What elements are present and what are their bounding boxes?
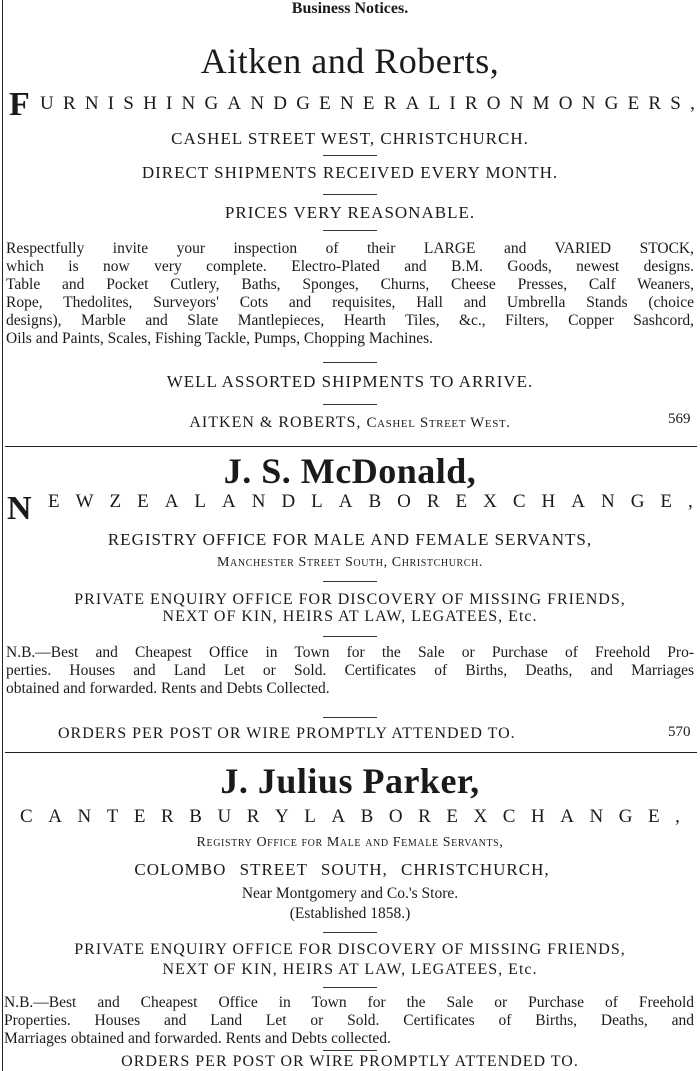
subtitle-letter: E [660, 491, 673, 512]
subtitle-letter: E [319, 93, 331, 114]
subtitle-letter: N [600, 491, 615, 512]
advert-orders: ORDERS PER POST OR WIRE PROMPTLY ATTENDED TO. [58, 725, 516, 742]
divider [323, 932, 377, 933]
advert-body [6, 240, 694, 348]
divider [323, 717, 377, 718]
subtitle-letter: N [581, 93, 596, 114]
subtitle-letter: T [106, 806, 119, 827]
subtitle-letter: , [688, 491, 693, 512]
advert-subtitle [40, 93, 695, 115]
advert-registry: REGISTRY OFFICE FOR MALE AND FEMALE SERVANTS, [107, 530, 593, 549]
subtitle-letter: L [194, 491, 207, 512]
advert-orders: ORDERS PER POST OR WIRE PROMPTLY ATTENDED TO. [121, 1053, 579, 1070]
subtitle-letter: S [123, 93, 134, 114]
advert-subtitle [48, 491, 693, 513]
subtitle-letter: O [486, 93, 501, 114]
body-line: N.B.—Best and Cheapest Office in Town for the Sale or Purchase of Freehold Pro- [6, 644, 694, 661]
divider [323, 155, 377, 156]
subtitle-letter: H [143, 93, 157, 114]
subtitle-letter: O [388, 806, 403, 827]
subtitle-letter: E [627, 93, 640, 114]
signature-name: AITKEN & ROBERTS, [189, 414, 362, 431]
body-line: obtained and forwarded. Rents and Debts Collected. [6, 680, 330, 697]
advert-number: 570 [668, 724, 691, 740]
subtitle-letter: R [426, 491, 440, 512]
subtitle-letter: N [509, 93, 524, 114]
subtitle-letter: R [383, 93, 397, 114]
subtitle-letter: C [502, 806, 516, 827]
body-line: N.B.—Best and Cheapest Office in Town for the Sale or Purchase of Freehold [4, 994, 694, 1011]
divider [323, 404, 377, 405]
body-line: Oils and Paints, Scales, Fishing Tackle, Pumps, Chopping Machines. [6, 330, 434, 347]
subtitle-letter: D [273, 93, 288, 114]
subtitle-letter: A [560, 806, 574, 827]
subtitle-letter: N [181, 93, 196, 114]
subtitle-letter: O [558, 93, 573, 114]
advert-address: CASHEL STREET WEST, CHRISTCHURCH. [171, 129, 529, 148]
subtitle-letter: G [296, 93, 310, 114]
subtitle-letter: B [368, 491, 382, 512]
body-line: Rope, Thedolites, Surveyors' Cots and requisites, Hall and Umbrella Stands (choice [6, 294, 694, 311]
subtitle-letter: A [227, 93, 242, 114]
subtitle-letter: A [48, 806, 62, 827]
section-header: Business Notices. [291, 0, 409, 17]
drop-initial: N [7, 490, 32, 527]
subtitle-letter: Z [109, 491, 122, 512]
advert-number: 569 [668, 411, 691, 427]
body-line: Marriages obtained and forwarded. Rents and Debts collected. [4, 1030, 391, 1047]
advert-title: Aitken and Roberts, [200, 41, 500, 81]
body-line: perties. Houses and Land Let or Sold. Certificates of Births, Deaths, and Marriages [6, 662, 694, 679]
subtitle-letter: R [648, 93, 662, 114]
enquiry-line-2: NEXT OF KIN, HEIRS AT LAW, LEGATEES, Etc. [162, 961, 538, 978]
subtitle-letter: A [338, 491, 353, 512]
subtitle-letter: B [189, 806, 202, 827]
subtitle-letter: N [84, 93, 99, 114]
subtitle-letter: A [164, 491, 179, 512]
subtitle-letter: R [464, 93, 478, 114]
advert-title: J. S. McDonald, [223, 451, 477, 491]
body-line: Table and Pocket Cutlery, Baths, Sponges, Churns, Cheese Presses, Calf Weaners, [6, 276, 694, 293]
divider [323, 230, 377, 231]
subtitle-letter: E [137, 491, 149, 512]
subtitle-letter: I [166, 93, 173, 114]
signature-place: Cashel Street West. [366, 415, 511, 431]
body-line: Properties. Houses and Land Let or Sold. Certificates of Births, Deaths, and [4, 1012, 694, 1029]
divider [323, 1050, 377, 1051]
subtitle-letter: , [675, 806, 680, 827]
subtitle-letter: E [133, 806, 146, 827]
advert-near: Near Montgomery and Co.'s Store. [241, 885, 459, 902]
subtitle-letter: N [589, 806, 604, 827]
advert-arrive: WELL ASSORTED SHIPMENTS TO ARRIVE. [166, 372, 534, 391]
advert-subtitle [20, 806, 680, 828]
subtitle-letter: E [648, 806, 660, 827]
subtitle-letter: R [161, 806, 174, 827]
subtitle-letter: N [77, 806, 92, 827]
divider [323, 636, 377, 637]
subtitle-letter: R [246, 806, 260, 827]
advert-address: Manchester Street South, Christchurch. [217, 555, 483, 570]
advert-address: COLOMBO STREET SOUTH, CHRISTCHURCH, [134, 860, 550, 879]
subtitle-letter: H [541, 491, 556, 512]
subtitle-letter: S [670, 93, 681, 114]
enquiry-line-1: PRIVATE ENQUIRY OFFICE FOR DISCOVERY OF MISSING FRIENDS, [74, 941, 626, 958]
subtitle-letter: E [455, 491, 468, 512]
subtitle-letter: L [304, 806, 316, 827]
divider [323, 194, 377, 195]
advert-body [4, 994, 694, 1048]
advert-body [6, 644, 694, 698]
subtitle-letter: G [618, 806, 633, 827]
subtitle-letter: E [446, 806, 458, 827]
section-rule [5, 446, 697, 447]
section-rule [5, 752, 697, 753]
body-line: Respectfully invite your inspection of their LARGE and VARIED STOCK, [6, 240, 694, 257]
divider [323, 362, 377, 363]
subtitle-letter: U [217, 806, 232, 827]
advert-shipments: DIRECT SHIPMENTS RECEIVED EVERY MONTH. [141, 163, 559, 182]
advert-title: J. Julius Parker, [220, 761, 480, 801]
advert-registry: Registry Office for Male and Female Servants, [196, 835, 504, 850]
subtitle-letter: O [397, 491, 411, 512]
subtitle-letter: Y [274, 806, 289, 827]
subtitle-letter: H [530, 806, 545, 827]
subtitle-letter: W [75, 491, 94, 512]
advert-established: (Established 1858.) [289, 905, 411, 922]
subtitle-letter: L [428, 93, 441, 114]
subtitle-letter: R [418, 806, 431, 827]
divider [323, 987, 377, 988]
subtitle-letter: C [512, 491, 526, 512]
advert-signature [0, 412, 700, 432]
divider [323, 581, 377, 582]
subtitle-letter: X [473, 806, 488, 827]
subtitle-letter: N [339, 93, 354, 114]
enquiry-line-2: NEXT OF KIN, HEIRS AT LAW, LEGATEES, Etc. [162, 608, 538, 625]
subtitle-letter: G [604, 93, 619, 114]
subtitle-letter: A [331, 806, 346, 827]
enquiry-line-1: PRIVATE ENQUIRY OFFICE FOR DISCOVERY OF MISSING FRIENDS, [74, 591, 626, 608]
subtitle-letter: M [532, 93, 550, 114]
subtitle-letter: N [250, 93, 265, 114]
subtitle-letter: X [483, 491, 497, 512]
subtitle-letter: , [690, 93, 695, 114]
subtitle-letter: E [362, 93, 375, 114]
subtitle-letter: E [48, 491, 60, 512]
subtitle-letter: G [630, 491, 645, 512]
subtitle-letter: I [107, 93, 115, 114]
advert-prices: PRICES VERY REASONABLE. [224, 203, 476, 222]
subtitle-letter: A [405, 93, 420, 114]
body-line: which is now very complete. Electro-Plated and B.M. Goods, newest designs. [6, 258, 694, 275]
subtitle-letter: A [222, 491, 236, 512]
subtitle-letter: U [40, 93, 54, 114]
subtitle-letter: I [449, 93, 456, 114]
drop-initial: F [9, 86, 30, 123]
subtitle-letter: D [281, 491, 296, 512]
subtitle-letter: A [571, 491, 585, 512]
subtitle-letter: R [62, 93, 76, 114]
subtitle-letter: B [360, 806, 374, 827]
body-line: designs), Marble and Slate Mantlepieces, Hearth Tiles, &c., Filters, Copper Sashcord, [6, 312, 694, 329]
subtitle-letter: G [204, 93, 219, 114]
subtitle-letter: C [20, 806, 33, 827]
subtitle-letter: L [311, 491, 323, 512]
subtitle-letter: N [251, 491, 266, 512]
